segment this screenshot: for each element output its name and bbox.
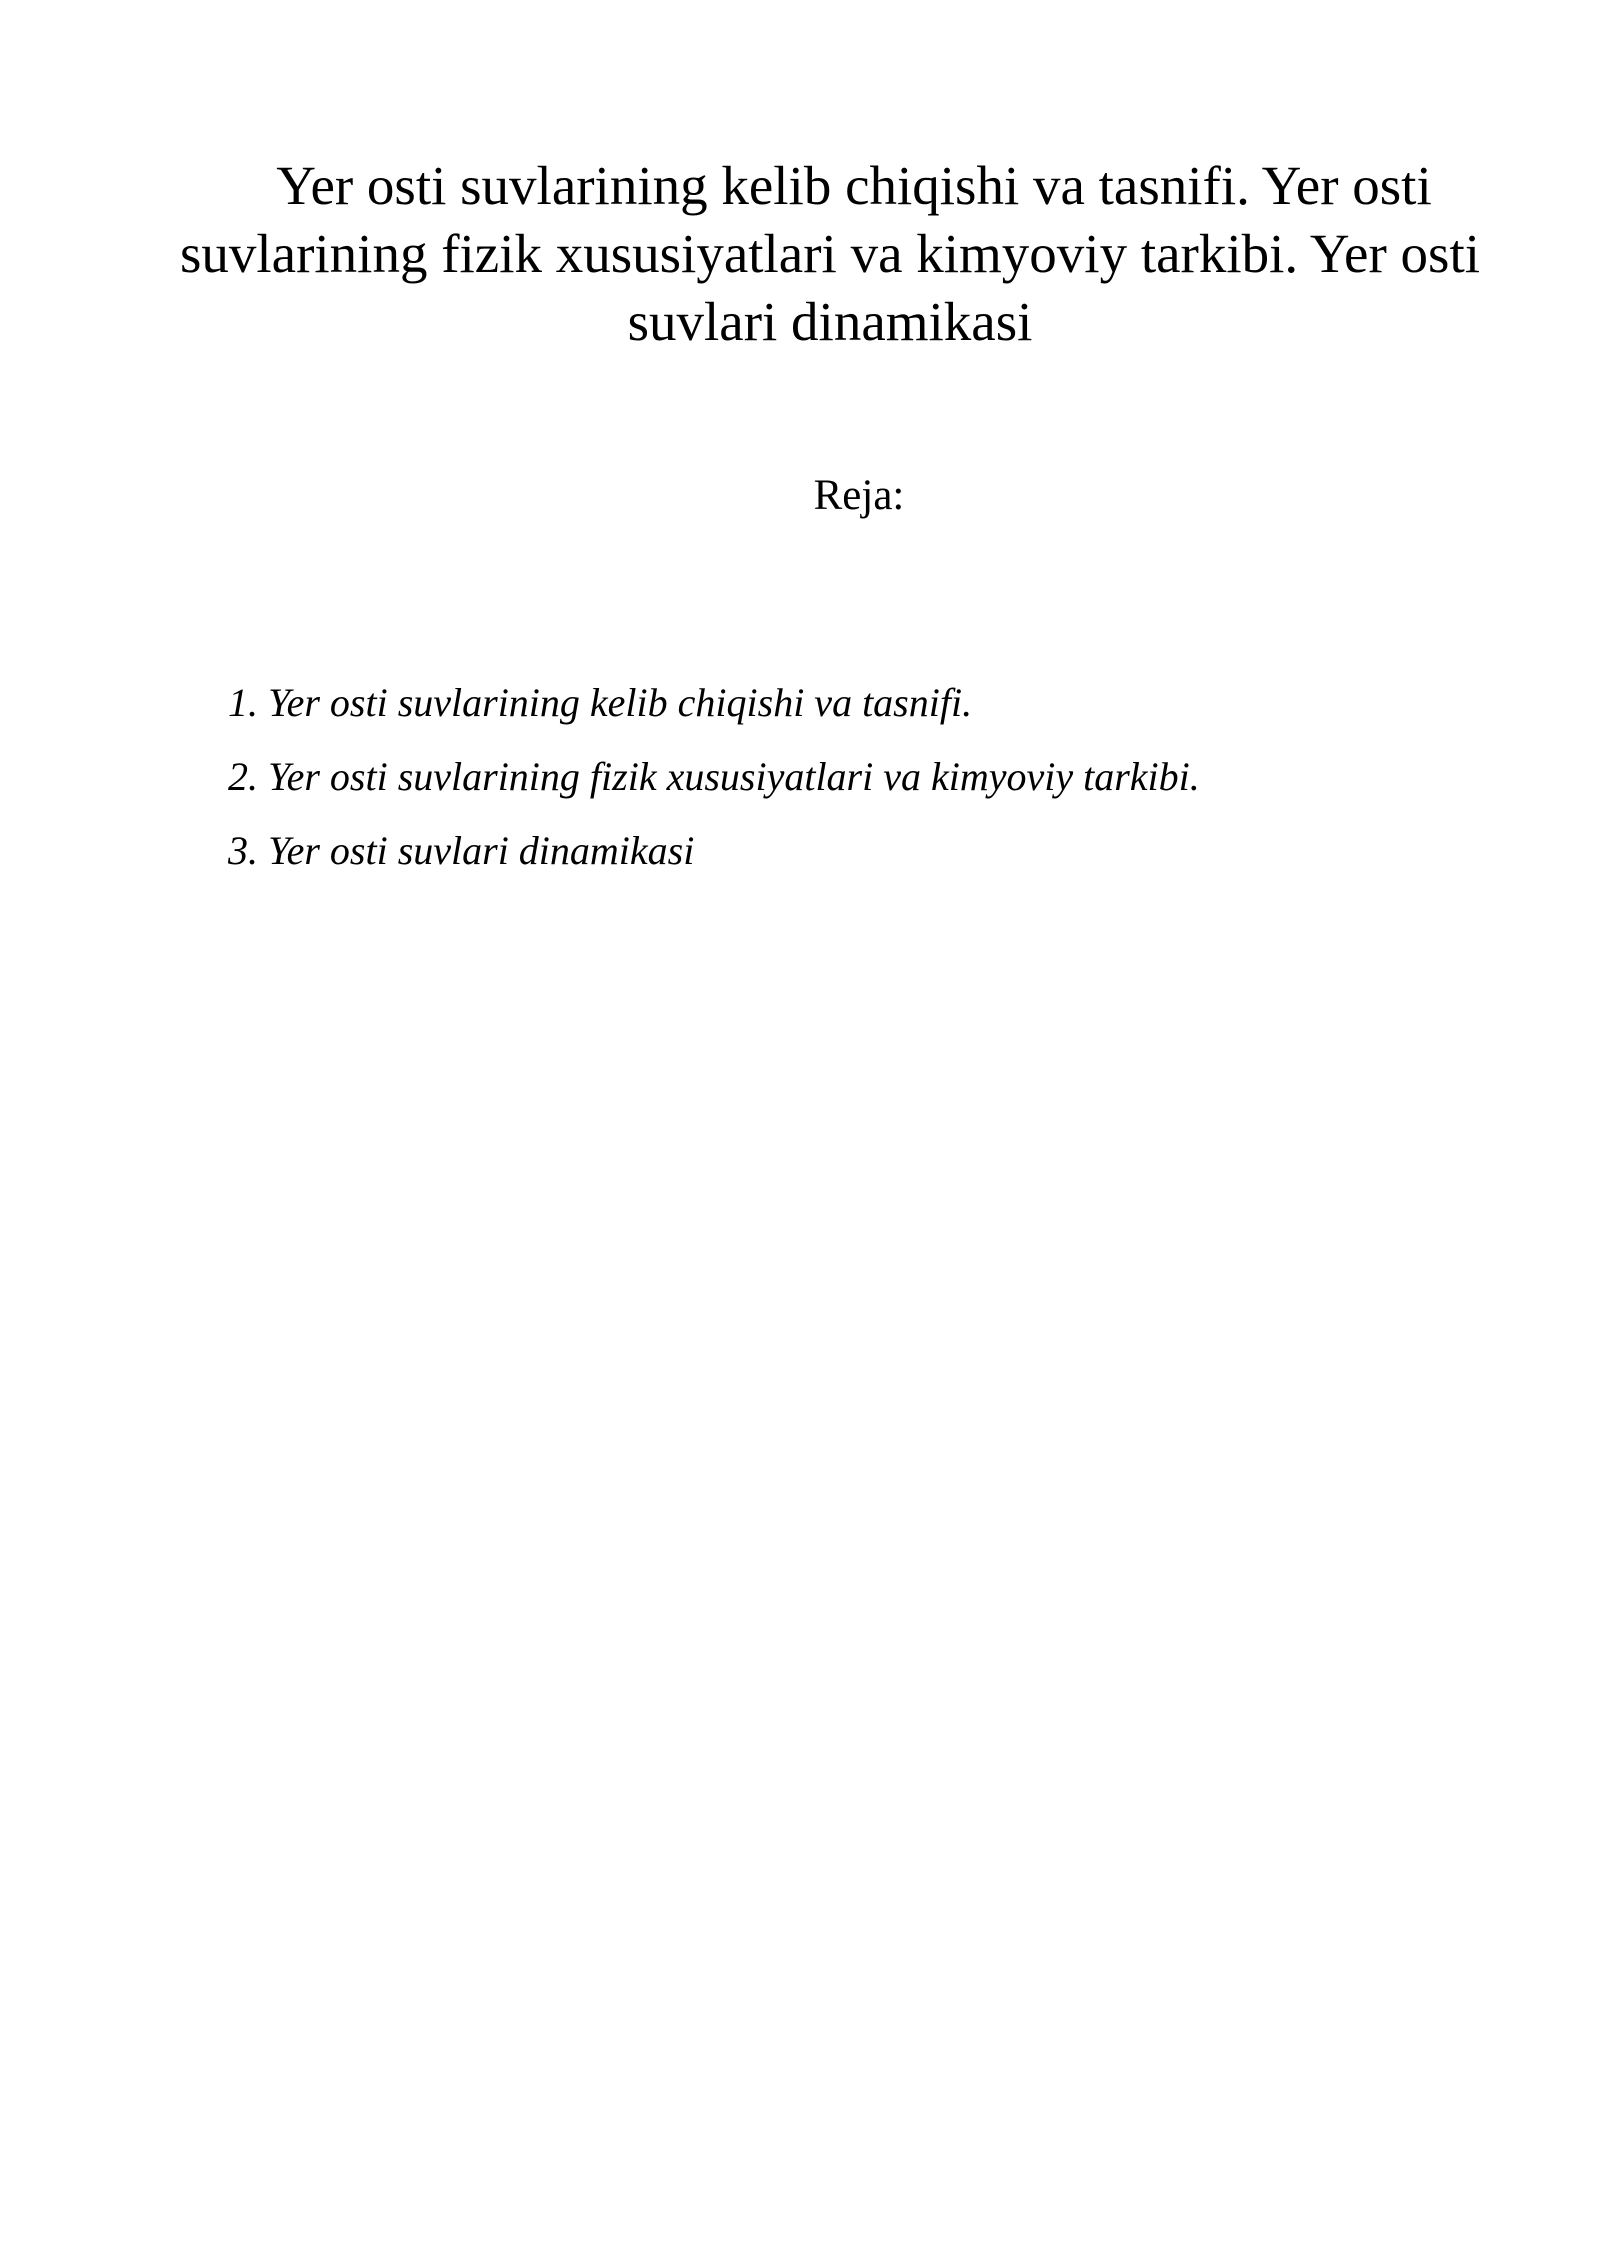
plan-item-text: Yer osti suvlarining fizik xususiyatlari va kimyoviy tarkibi. — [268, 754, 1200, 799]
plan-list — [228, 678, 1200, 900]
plan-item-number: 1. — [228, 680, 258, 725]
plan-heading: Reja: — [813, 472, 905, 519]
plan-item-text: Yer osti suvlarining kelib chiqishi va tasnifi. — [268, 680, 973, 725]
plan-item — [228, 678, 1200, 728]
plan-item-number: 3. — [228, 828, 258, 873]
plan-item — [228, 752, 1200, 802]
plan-item — [228, 826, 1200, 876]
plan-item-text: Yer osti suvlari dinamikasi — [268, 828, 695, 873]
document-title: Yer osti suvlarining kelib chiqishi va tasnifi. Yer osti suvlarining fizik xususiyatlari va kimyoviy tarkibi. Yer osti suvlari dinamikasi — [179, 155, 1481, 352]
plan-item-number: 2. — [228, 754, 258, 799]
